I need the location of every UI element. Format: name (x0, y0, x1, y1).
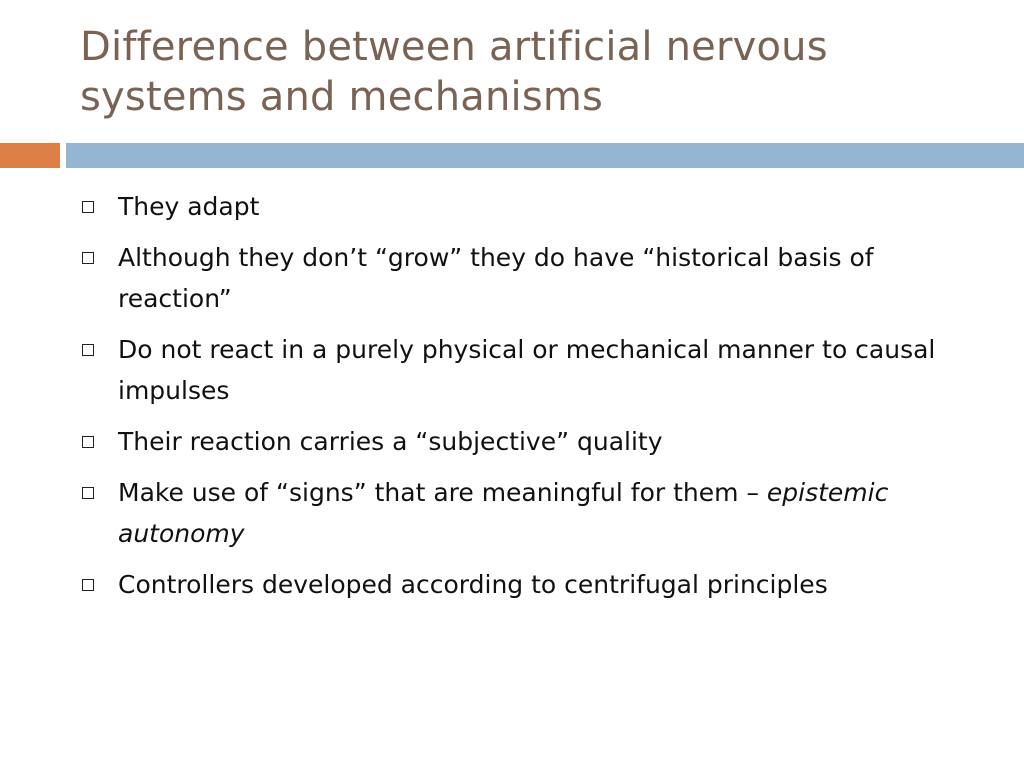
bullet-text: They adapt (118, 192, 260, 221)
bullet-item (80, 421, 980, 462)
slide-title: Difference between artificial nervous systems and mechanisms (80, 24, 828, 120)
square-bullet-icon (82, 201, 94, 213)
bullet-text-container (118, 472, 968, 554)
square-bullet-icon (82, 579, 94, 591)
bullet-item (80, 186, 980, 227)
bullet-item (80, 237, 980, 319)
bullet-list (80, 186, 980, 615)
accent-bar-left (0, 143, 60, 168)
square-bullet-icon (82, 344, 94, 356)
bullet-emphasis: epistemic autonomy (118, 478, 889, 548)
bullet-text: Controllers developed according to centrifugal principles (118, 570, 828, 599)
bullet-item (80, 564, 980, 605)
square-bullet-icon (82, 436, 94, 448)
bullet-text: Make use of “signs” that are meaningful for them – (118, 478, 759, 507)
bullet-text: Although they don’t “grow” they do have “historical basis of reaction” (118, 243, 874, 313)
bullet-text: Their reaction carries a “subjective” quality (118, 427, 663, 456)
bullet-text: Do not react in a purely physical or mechanical manner to causal impulses (118, 335, 936, 405)
square-bullet-icon (82, 252, 94, 264)
bullet-item (80, 329, 980, 411)
bullet-item (80, 472, 980, 554)
square-bullet-icon (82, 487, 94, 499)
accent-bar-right (66, 143, 1024, 168)
